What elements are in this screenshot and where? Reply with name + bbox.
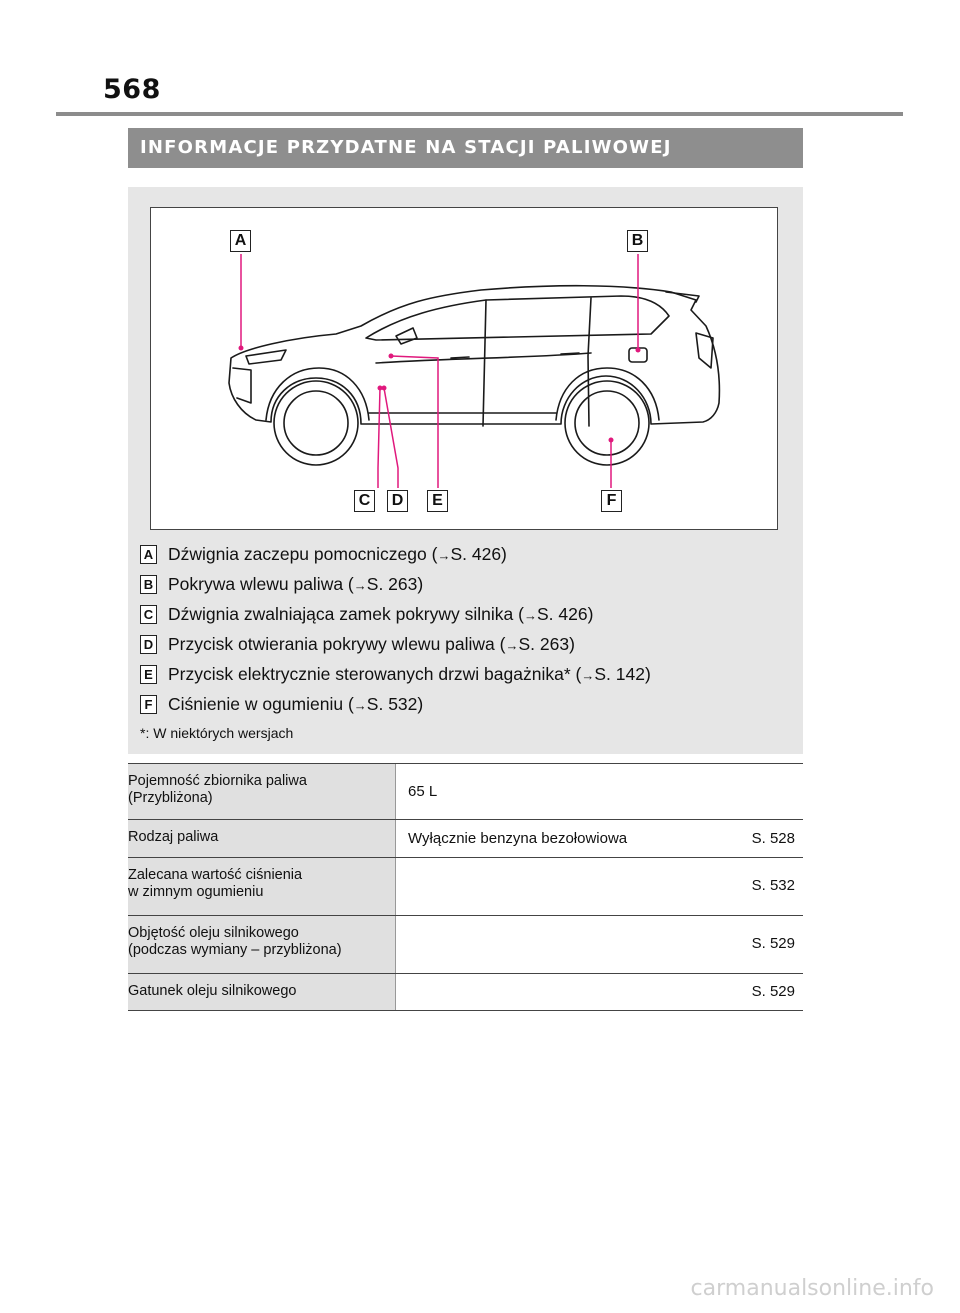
spec-label bbox=[128, 916, 396, 973]
legend-badge: F bbox=[140, 695, 157, 714]
legend-text: Dźwignia zaczepu pomocniczego ( bbox=[168, 544, 438, 564]
callout-c: C bbox=[354, 490, 375, 512]
specs-table bbox=[128, 763, 803, 1011]
front-door-handle bbox=[451, 357, 469, 358]
info-panel bbox=[128, 187, 803, 754]
vehicle-illustration bbox=[151, 208, 776, 528]
table-row bbox=[128, 764, 803, 820]
spec-label-line: Zalecana wartość ciśnienia bbox=[128, 867, 303, 883]
rear-wheel-inner bbox=[575, 391, 639, 455]
legend-text: Dźwignia zwalniająca zamek pokrywy silnika ( bbox=[168, 604, 524, 624]
page-ref: S. 263) bbox=[366, 574, 424, 594]
page-ref: S. 532) bbox=[366, 694, 424, 714]
watermark: carmanualsonline.info bbox=[690, 1276, 934, 1301]
page-ref: S. 426) bbox=[536, 604, 594, 624]
spec-page-ref: S. 532 bbox=[751, 877, 795, 894]
arrow-icon: → bbox=[523, 608, 537, 623]
spec-label-line: (Przybliżona) bbox=[128, 790, 213, 806]
section-header: INFORMACJE PRZYDATNE NA STACJI PALIWOWEJ bbox=[128, 128, 803, 168]
legend-text: Pokrywa wlewu paliwa ( bbox=[168, 574, 354, 594]
spec-page-ref: S. 529 bbox=[751, 935, 795, 952]
legend-item bbox=[140, 632, 790, 662]
table-row bbox=[128, 974, 803, 1011]
leader-c bbox=[378, 388, 380, 488]
footnote: *: W niektórych wersjach bbox=[140, 725, 294, 741]
vehicle-figure bbox=[150, 207, 778, 530]
page-ref: S. 263) bbox=[518, 634, 575, 654]
table-row bbox=[128, 916, 803, 974]
callout-e: E bbox=[427, 490, 448, 512]
legend-item bbox=[140, 692, 790, 722]
callout-f: F bbox=[601, 490, 622, 512]
spec-label-line: w zimnym ogumieniu bbox=[128, 884, 264, 900]
legend-text: Przycisk otwierania pokrywy wlewu paliwa ( bbox=[168, 634, 506, 654]
spec-page-ref: S. 528 bbox=[751, 830, 795, 847]
spec-label bbox=[128, 858, 396, 915]
character-line bbox=[376, 353, 591, 363]
page-ref: S. 426) bbox=[450, 544, 507, 564]
legend-item bbox=[140, 602, 790, 632]
page-number: 568 bbox=[103, 74, 161, 105]
spec-value: Wyłącznie benzyna bezołowiowa bbox=[408, 830, 628, 847]
callout-b: B bbox=[627, 230, 648, 252]
legend-text: Przycisk elektrycznie sterowanych drzwi bagażnika* ( bbox=[168, 664, 582, 684]
legend-item bbox=[140, 662, 790, 692]
front-wheel-inner bbox=[284, 391, 348, 455]
arrow-icon: → bbox=[505, 638, 519, 653]
callout-d: D bbox=[387, 490, 408, 512]
spec-page-ref: S. 529 bbox=[751, 983, 795, 1000]
side-mirror bbox=[396, 328, 417, 344]
b-pillar bbox=[483, 300, 486, 426]
spec-value: 65 L bbox=[408, 783, 438, 800]
car-body-outline bbox=[229, 286, 719, 424]
spec-label-line: (podczas wymiany – przybliżona) bbox=[128, 942, 342, 958]
legend-badge: B bbox=[140, 575, 157, 594]
spec-label bbox=[128, 820, 396, 857]
grille bbox=[233, 368, 251, 403]
page-ref: S. 142) bbox=[594, 664, 651, 684]
arrow-icon: → bbox=[581, 668, 595, 683]
top-rule bbox=[56, 112, 903, 116]
legend-badge: D bbox=[140, 635, 157, 654]
table-row bbox=[128, 858, 803, 916]
spec-label-line: Objętość oleju silnikowego bbox=[128, 925, 299, 941]
legend-badge: E bbox=[140, 665, 157, 684]
legend-list bbox=[140, 542, 790, 722]
legend-text: Ciśnienie w ogumieniu ( bbox=[168, 694, 354, 714]
callout-a: A bbox=[230, 230, 251, 252]
legend-item bbox=[140, 542, 790, 572]
front-wheel-outer bbox=[274, 381, 358, 465]
legend-badge: C bbox=[140, 605, 157, 624]
rear-door-handle bbox=[561, 353, 579, 354]
spec-label-line: Gatunek oleju silnikowego bbox=[128, 983, 297, 999]
legend-badge: A bbox=[140, 545, 157, 564]
legend-item bbox=[140, 572, 790, 602]
arrow-icon: → bbox=[353, 698, 367, 713]
spec-label bbox=[128, 974, 396, 1010]
table-row bbox=[128, 820, 803, 858]
rear-wheel-outer bbox=[565, 381, 649, 465]
c-pillar bbox=[588, 298, 591, 426]
rear-spoiler bbox=[666, 292, 699, 302]
leader-d bbox=[384, 388, 398, 488]
arrow-icon: → bbox=[437, 548, 451, 563]
arrow-icon: → bbox=[353, 578, 367, 593]
spec-label-line: Rodzaj paliwa bbox=[128, 829, 219, 845]
spec-label-line: Pojemność zbiornika paliwa bbox=[128, 773, 307, 789]
headlight bbox=[246, 350, 286, 364]
spec-label bbox=[128, 764, 396, 819]
